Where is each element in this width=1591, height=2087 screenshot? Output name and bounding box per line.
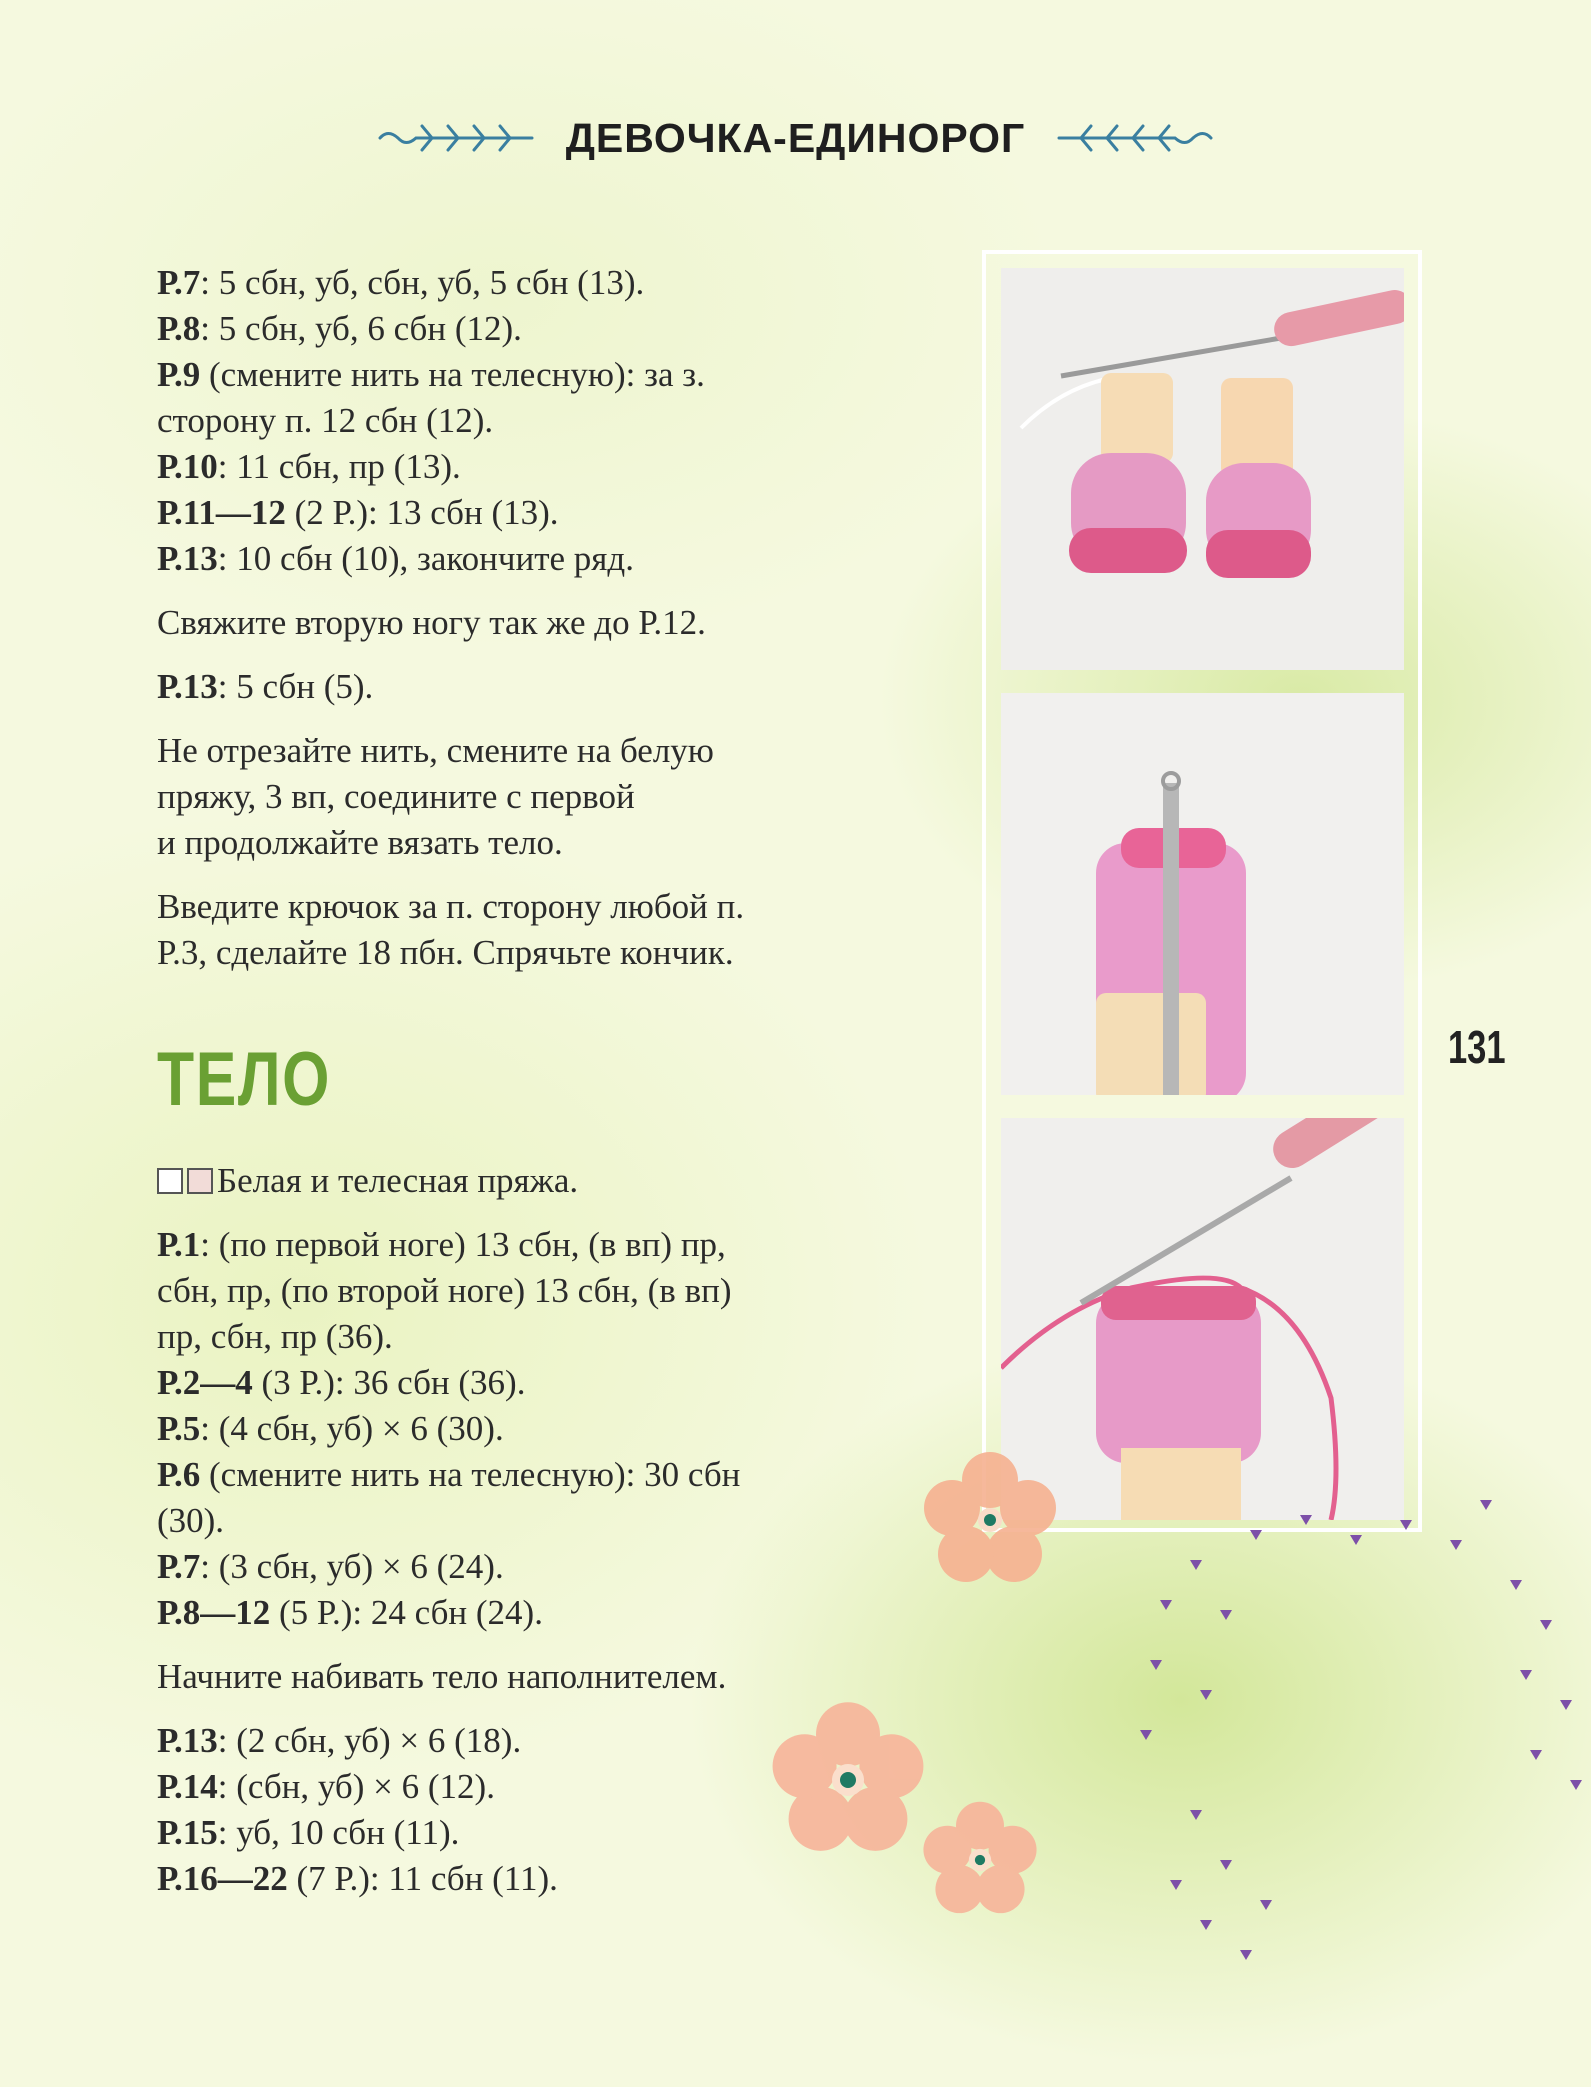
left-leaf-ornament-icon: [376, 121, 536, 155]
row-line: Р.13: (2 сбн, уб) × 6 (18).: [157, 1721, 522, 1760]
row-line: Р.15: уб, 10 сбн (11).: [157, 1813, 460, 1852]
header-title: ДЕВОЧКА-ЕДИНОРОГ: [565, 114, 1026, 161]
row-line: Р.6 (смените нить на телесную): 30 сбн: [157, 1455, 741, 1494]
row-line: Р.10: 11 сбн, пр (13).: [157, 447, 461, 486]
photo-leg-hook: [1001, 693, 1404, 1095]
flower-icon: [920, 1800, 1040, 1920]
white-yarn-swatch-icon: [157, 1168, 183, 1194]
row-line: Р.7: 5 сбн, уб, сбн, уб, 5 сбн (13).: [157, 263, 645, 302]
row-line: Р.16—22 (7 Р.): 11 сбн (11).: [157, 1859, 558, 1898]
row-line: сбн, пр, (по второй ноге) 13 сбн, (в вп): [157, 1271, 732, 1310]
row-line: Р.14: (сбн, уб) × 6 (12).: [157, 1767, 495, 1806]
page-number: 131: [1448, 1021, 1506, 1073]
yarn-line: [157, 1158, 977, 1204]
row-line: Р.8: 5 сбн, уб, 6 сбн (12).: [157, 309, 522, 348]
row-line: сторону п. 12 сбн (12).: [157, 401, 494, 440]
section-title: ТЕЛО: [157, 1037, 332, 1122]
row-line: Р.2—4 (3 Р.): 36 сбн (36).: [157, 1363, 526, 1402]
flesh-yarn-swatch-icon: [187, 1168, 213, 1194]
row-line: Р.7: (3 сбн, уб) × 6 (24).: [157, 1547, 504, 1586]
row-line: Р.11—12 (2 Р.): 13 сбн (13).: [157, 493, 559, 532]
paragraph-join-line: пряжу, 3 вп, соедините с первой: [157, 777, 635, 816]
right-leaf-ornament-icon: [1055, 121, 1215, 155]
row-line: Р.1: (по первой ноге) 13 сбн, (в вп) пр,: [157, 1225, 726, 1264]
row-line: Р.13: 10 сбн (10), закончите ряд.: [157, 539, 634, 578]
photo-body-start: [1001, 1118, 1404, 1520]
paragraph-join-line: и продолжайте вязать тело.: [157, 823, 563, 862]
page-header: [0, 108, 1591, 168]
row-line: Р.9 (смените нить на телесную): за з.: [157, 355, 705, 394]
paragraph-stuffing: Начните набивать тело наполнителем.: [157, 1657, 727, 1696]
row-line: пр, сбн, пр (36).: [157, 1317, 393, 1356]
triangles-decoration-icon: [1130, 1480, 1591, 1980]
row-line: (30).: [157, 1501, 225, 1540]
paragraph-hook-line: Р.3, сделайте 18 пбн. Спрячьте кончик.: [157, 933, 734, 972]
flower-icon: [920, 1450, 1060, 1590]
row-line: Р.8—12 (5 Р.): 24 сбн (24).: [157, 1593, 543, 1632]
photo-two-legs: [1001, 268, 1404, 670]
paragraph-join-line: Не отрезайте нить, смените на белую: [157, 731, 714, 770]
row-line: Р.5: (4 сбн, уб) × 6 (30).: [157, 1409, 504, 1448]
yarn-text: Белая и телесная пряжа.: [217, 1161, 579, 1200]
paragraph-second-leg: Свяжите вторую ногу так же до Р.12.: [157, 603, 706, 642]
paragraph-hook-line: Введите крючок за п. сторону любой п.: [157, 887, 745, 926]
row-line: Р.13: 5 сбн (5).: [157, 667, 374, 706]
flower-icon: [768, 1700, 928, 1860]
instructions-column: [157, 260, 977, 1902]
